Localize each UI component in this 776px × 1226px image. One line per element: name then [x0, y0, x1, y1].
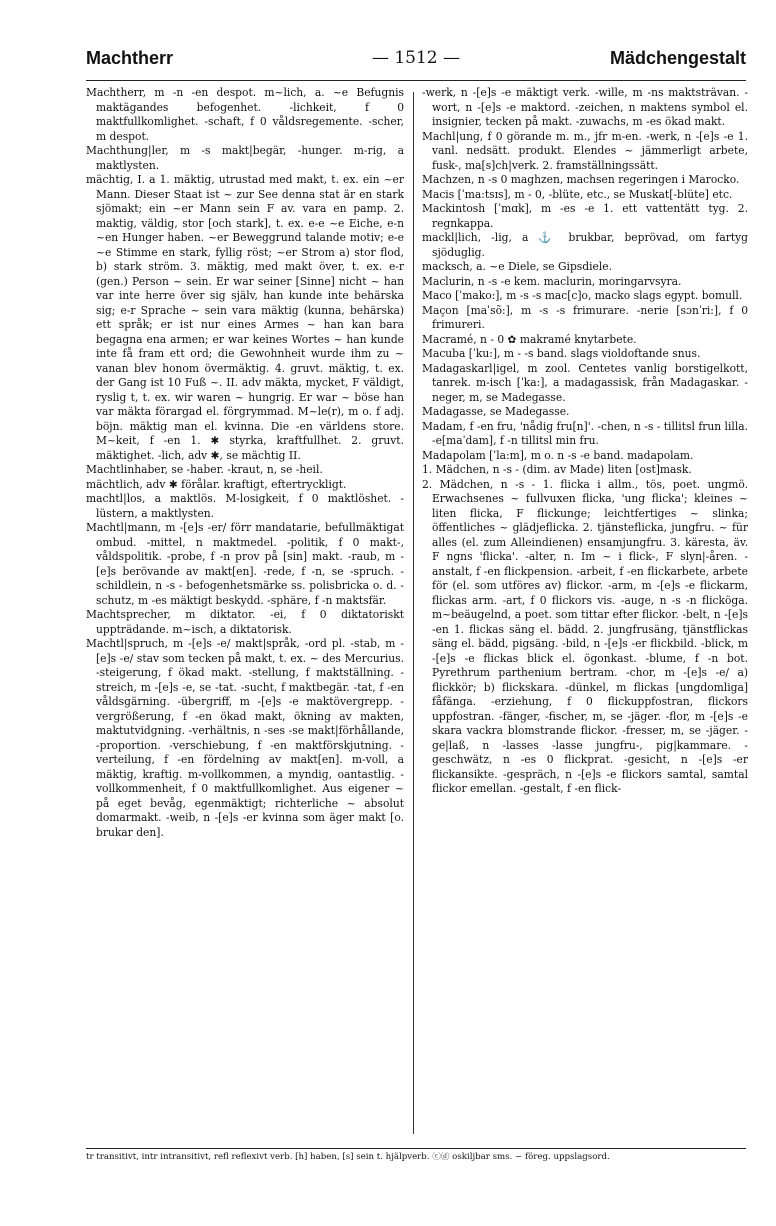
- dictionary-entry: macksch, a. ~e Diele, se Gipsdiele.: [422, 260, 613, 273]
- footer-rule: [86, 1148, 746, 1149]
- dictionary-entry: mächtig, I. a 1. mäktig, utrustad med makt, t. ex. ein ~er Mann. Dieser Staat ist ~ zur See denna stat är en stark sjömakt; ein ~er Mann sein F av. vara en pamp. 2. maktig, väldig, stor [och stark], t. ex. e-e ~e Eiche, e-n ~en Hunger haben. ~er Beweggrund talande motiv; e-e ~e Stimme en stark, fyllig röst; ~er Strom a) stor flod, b) stark ström. 3. mäktig, med makt över, t. ex. e-r (gen.) Person ~ sein. Er war seiner [Sinne] nicht ~ han var inte herre över sig själv, han kunde inte behärska sig; e-r Sprache ~ sein vara mäktig (kunna, behärska) ett språk; er ist nur eines Armes ~ han kan bara begagna ena armen; er war keines Wortes ~ han kunde inte få fram ett ord; die Gewohnheit wurde ihm zu ~ vanan blev honom övermäktig. 4. gruvt. mäktig, t. ex. der Gang ist 10 Fuß ~. II. adv mäkta, mycket, F väldigt, ryslig t, t. ex. wir waren ~ hungrig. Er war ~ böse han var mäkta förargad el. förgrymmad. M~le(r), m o. f adj. böjn. mäktig man el. kvinna. Die -en världens store. M~keit, f -en 1. ✱ styrka, kraftfullhet. 2. gruvt. mäktighet. -lich, adv ✱, se mächtig II.: [86, 173, 404, 462]
- right-column: [422, 86, 748, 1140]
- dictionary-entry: Madagaskarl|igel, m zool. Centetes vanlig borstigelkott, tanrek. m-isch [ˈka:], a madagassisk, från Madagaskar. -neger, m, se Madegasse.: [422, 361, 748, 404]
- header-rule: [86, 80, 746, 81]
- dictionary-entry: mackl|lich, -lig, a ⚓ brukbar, beprövad, om fartyg sjöduglig.: [422, 231, 748, 259]
- column-divider: [413, 92, 414, 1134]
- dictionary-entry: -werk, n -[e]s -e mäktigt verk. -wille, m -ns maktsträvan. -wort, n -[e]s -e maktord. -zeichen, n maktens symbol el. insignier, tecken på makt. -zuwachs, m -es ökad makt.: [422, 86, 748, 128]
- header-first-word: Machtherr: [86, 48, 174, 68]
- dictionary-entry: Madagasse, se Madegasse.: [422, 405, 570, 418]
- dictionary-entry: Mackintosh [ˈmɑk], m -es -e 1. ett vattentätt tyg. 2. regnkappa.: [422, 202, 748, 230]
- dictionary-entry: Madapolam [ˈla:m], m o. n -s -e band. madapolam.: [422, 448, 694, 462]
- dictionary-entry: Machthung|ler, m -s makt|begär, -hunger. m-rig, a maktlysten.: [86, 144, 404, 172]
- dictionary-entry: Maçon [maˈsõ:], m -s -s frimurare. -nerie [sɔnˈri:], f 0 frimureri.: [422, 303, 748, 331]
- dictionary-entry: 2. Mädchen, n -s - 1. flicka i allm., tös, poet. ungmö. Erwachsenes ~ fullvuxen flicka, 'ung flicka'; kleines ~ liten flicka, F flickunge; leichtfertiges ~ slinka; öffentliches ~ glädjeflicka. 2. tjänsteflicka, jungfru. ~ für alles (el. zum Alleindienen) ensamjungfru. 3. käresta, äv. F ngns 'flicka'. -alter, n. Im ~ i flick-, F slyn|-åren. -anstalt, f -en flickpension. -arbeit, f -en flickarbete, arbete för (el. som utföres av) flickor. -arm, m -[e]s -e flickarm, flickas arm. -art, f 0 flickors vis. -auge, n -s -n flicköga. m~beäugelnd, a poet. som tittar efter flickor. -belt, n -[e]s -en 1. flickas säng el. bädd. 2. jungfrusäng, tjänstflickas säng el. bädd, pigsäng. -bild, n -[e]s -er flickbild. -blick, m -[e]s -e flickas blick el. ögonkast. -blume, f -n bot. Pyrethrum parthenium bertram. -chor, m -[e]s -e/ a) flickkör; b) flickskara. -dünkel, m flickas [ungdomliga] fåfänga. -erziehung, f 0 flickuppfostran, flickors uppfostran. -fänger, -fischer, m, se -jäger. -flor, m -[e]s -e skara vackra blomstrande flickor. -fresser, m, se -jäger. -ge|laß, n -lasses -lasse jungfru-, pig|kammare. -geschwätz, n -es 0 flickprat. -gesicht, n -[e]s -er flickansikte. -gespräch, n -[e]s -e flickors samtal, samtal flickor emellan. -gestalt, f -en flick-: [422, 477, 748, 795]
- dictionary-entry: Maclurin, n -s -e kem. maclurin, moringarvsyra.: [422, 274, 682, 288]
- dictionary-entry: Macuba [ˈku:], m - -s band. slags violdoftande snus.: [422, 347, 701, 360]
- dictionary-entry: Machl|ung, f 0 görande m. m., jfr m-en. -werk, n -[e]s -e 1. vanl. nedsätt. produkt. Elendes ~ jämmerligt arbete, fusk-, ma[s]ch|verk. 2. framställningssätt.: [422, 129, 748, 172]
- dictionary-entry: Macis [ˈma:tsɪs], m - 0, -blüte, etc., se Muskat[-blüte] etc.: [422, 187, 733, 201]
- dictionary-entry: Machtsprecher, m diktator. -ei, f 0 diktatoriskt uppträdande. m~isch, a diktatorisk.: [86, 608, 404, 636]
- dictionary-entry: mächtlich, adv ✱ förålar. kraftigt, eftertryckligt.: [86, 477, 347, 491]
- dictionary-entry: Machtlinhaber, se -haber. -kraut, n, se -heil.: [86, 463, 323, 476]
- header-last-word: Mädchengestalt: [609, 48, 746, 68]
- page-number: — 1512 —: [371, 48, 461, 68]
- dictionary-entry: Machtl|mann, m -[e]s -er/ förr mandatarie, befullmäktigat ombud. -mittel, n maktmedel. -politik, f 0 makt-, våldspolitik. -probe, f -n prov på [sin] makt. -raub, m -[e]s berövande av makt[en]. -rede, f -n, se -spruch. -schildlein, n -s - befogenhetsmärke ss. polisbricka o. d. -schutz, m -es mäktigt beskydd. -sphäre, f -n maktsfär.: [86, 521, 404, 607]
- dictionary-entry: Maco [ˈmako:], m -s -s mac[c]o, macko slags egypt. bomull.: [422, 289, 743, 302]
- abbreviation-footer: tr transitivt, intr intransitivt, refl reflexivt verb. [h] haben, [s] sein t. hjälpverb. ⓒⓓ oskiljbar sms. ~ föreg. uppslagsord.: [86, 1152, 610, 1162]
- dictionary-entry: Machzen, n -s 0 maghzen, machsen regeringen i Marocko.: [422, 173, 740, 186]
- dictionary-entry: machtl|los, a maktlös. M-losigkeit, f 0 maktlöshet. -lüstern, a maktlysten.: [86, 492, 404, 520]
- dictionary-entry: 1. Mädchen, n -s - (dim. av Made) liten [ost]mask.: [422, 463, 692, 476]
- dictionary-entry: Macramé, n - 0 ✿ makramé knytarbete.: [422, 332, 637, 346]
- dictionary-entry: Machtl|spruch, m -[e]s -e/ makt|språk, -ord pl. -stab, m -[e]s -e/ stav som tecken på makt, t. ex. ~ des Mercurius. -steigerung, f ökad makt. -stellung, f maktställning. -streich, m -[e]s -e, se -tat. -sucht, f maktbegär. -tat, f -en våldsgärning. -übergriff, m -[e]s -e maktövergrepp. -vergrößerung, f -en ökad makt, ökning av makten, maktutvidgning. -verhältnis, n -ses -se makt|förhållande, -proportion. -verschiebung, f -en maktförskjutning. -verteilung, f -en fördelning av makt[en]. m-voll, a mäktig, kraftig. m-vollkommen, a myndig, oantastlig. -vollkommenheit, f 0 maktfullkomlighet. Aus eigener ~ på eget bevåg, egenmäktigt; richterliche ~ absolut domarmakt. -weib, n -[e]s -er kvinna som äger makt [o. brukar den].: [86, 637, 404, 839]
- page-header: [86, 48, 746, 74]
- dictionary-entry: Madam, f -en fru, 'nådig fru[n]'. -chen, n -s - tillitsl frun lilla. -e[maˈdam], f -n tillitsl min fru.: [422, 419, 748, 447]
- left-column: [86, 86, 404, 1140]
- dictionary-entry: Machtherr, m -n -en despot. m~lich, a. ~e Befugnis maktägandes befogenhet. -lichkeit, f 0 maktfullkomlighet. -schaft, f 0 våldsregemente. -scher, m despot.: [86, 86, 404, 143]
